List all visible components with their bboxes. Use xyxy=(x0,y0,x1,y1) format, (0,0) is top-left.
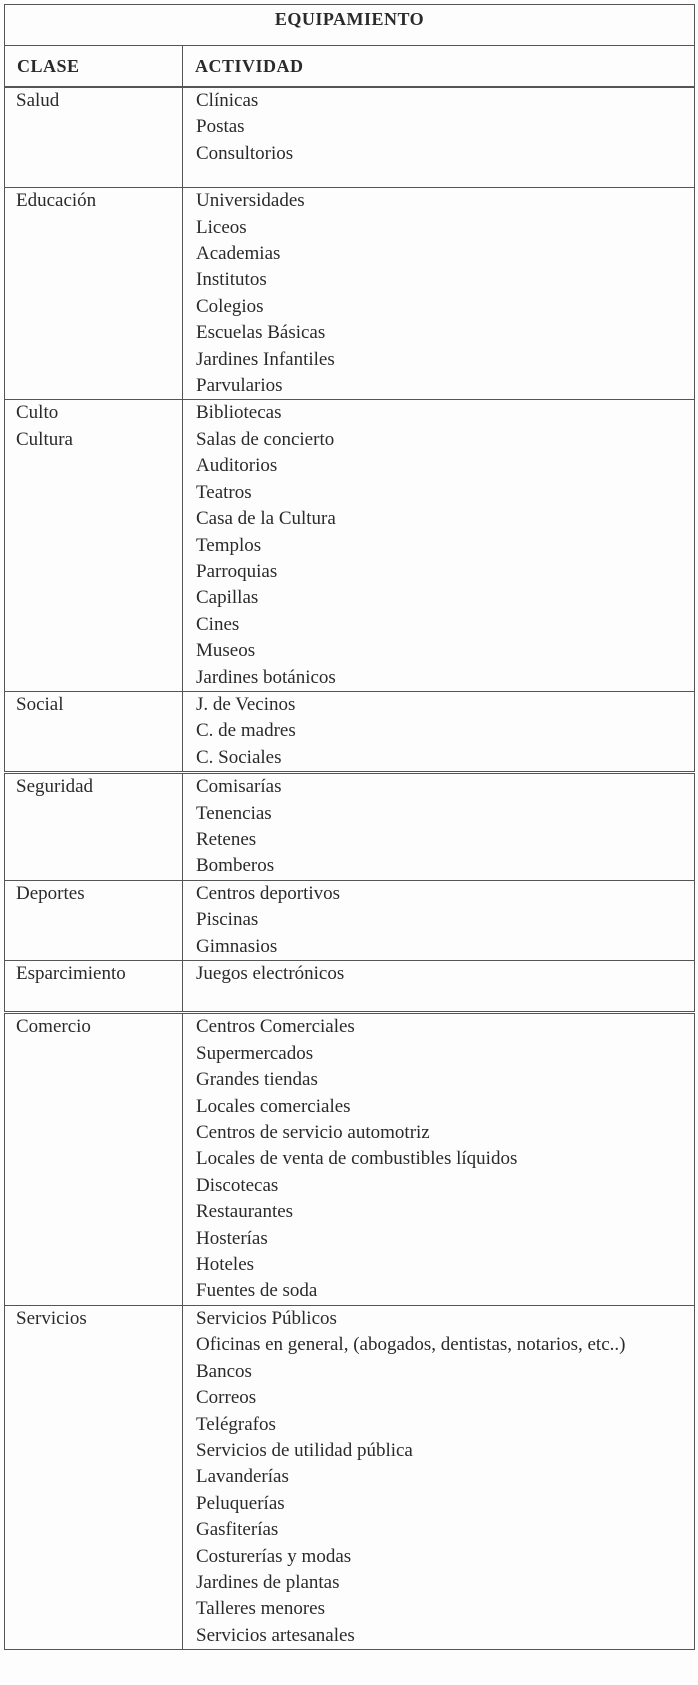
actividad-item: Museos xyxy=(196,640,256,662)
actividad-item: Cines xyxy=(196,613,240,635)
actividad-item: Juegos electrónicos xyxy=(196,963,345,984)
clase-label: Seguridad xyxy=(16,776,94,798)
clase-cell xyxy=(5,773,183,881)
actividad-item: Comisarías xyxy=(196,776,282,798)
actividad-item: Centros deportivos xyxy=(196,882,341,904)
table-row xyxy=(5,87,695,188)
table-row xyxy=(5,400,695,691)
actividad-item: Centros de servicio automotriz xyxy=(196,1122,430,1144)
actividad-item: Escuelas Básicas xyxy=(196,322,326,344)
header-clase: CLASE xyxy=(5,46,183,88)
actividad-item: Universidades xyxy=(196,190,305,212)
actividad-item: Servicios de utilidad pública xyxy=(196,1439,413,1461)
clase-cell xyxy=(5,880,183,960)
actividad-item: Institutos xyxy=(196,269,267,291)
actividad-item: Casa de la Cultura xyxy=(196,508,336,530)
clase-label: Social xyxy=(16,693,64,715)
actividad-item: Clínicas xyxy=(196,90,259,111)
actividad-item: Capillas xyxy=(196,587,259,609)
actividad-item: Bomberos xyxy=(196,855,275,877)
actividad-cell xyxy=(183,961,695,1013)
actividad-item: Talleres menores xyxy=(196,1598,325,1620)
clase-label: Educación xyxy=(16,190,97,212)
actividad-cell xyxy=(183,691,695,772)
clase-cell xyxy=(5,400,183,691)
actividad-item: C. Sociales xyxy=(196,746,282,768)
actividad-item: Gasfiterías xyxy=(196,1519,279,1541)
actividad-cell xyxy=(183,400,695,691)
actividad-item: Peluquerías xyxy=(196,1492,285,1514)
actividad-item: Colegios xyxy=(196,295,264,317)
actividad-item: Servicios Públicos xyxy=(196,1307,337,1329)
actividad-item: Locales de venta de combustibles líquidos xyxy=(196,1148,518,1170)
table-row xyxy=(5,691,695,772)
table-row xyxy=(5,773,695,881)
table-row xyxy=(5,188,695,400)
actividad-item: Parvularios xyxy=(196,375,283,397)
clase-cell xyxy=(5,1013,183,1305)
table-row xyxy=(5,880,695,960)
clase-cell xyxy=(5,87,183,188)
clase-label: Esparcimiento xyxy=(16,963,126,984)
clase-label: Deportes xyxy=(16,882,85,904)
actividad-cell xyxy=(183,188,695,400)
clase-label: Culto xyxy=(16,402,59,424)
actividad-item: Correos xyxy=(196,1387,257,1409)
clase-label: Comercio xyxy=(16,1016,91,1038)
actividad-item: Bancos xyxy=(196,1360,252,1382)
clase-cell xyxy=(5,1305,183,1649)
actividad-cell xyxy=(183,87,695,188)
table-body xyxy=(5,87,695,1650)
actividad-cell xyxy=(183,880,695,960)
actividad-item: Servicios artesanales xyxy=(196,1624,355,1646)
actividad-item: Costurerías y modas xyxy=(196,1545,352,1567)
actividad-item: J. de Vecinos xyxy=(196,693,296,715)
actividad-item: Teatros xyxy=(196,481,252,503)
actividad-item: Jardines botánicos xyxy=(196,666,336,688)
clase-cell xyxy=(5,188,183,400)
table-row xyxy=(5,961,695,1013)
actividad-item: Locales comerciales xyxy=(196,1095,351,1117)
actividad-item: Postas xyxy=(196,116,245,138)
table-title: EQUIPAMIENTO xyxy=(5,5,695,46)
actividad-item: Fuentes de soda xyxy=(196,1280,318,1302)
actividad-item: Academias xyxy=(196,243,281,265)
actividad-cell xyxy=(183,1013,695,1305)
actividad-item: Jardines Infantiles xyxy=(196,348,335,370)
clase-label: Servicios xyxy=(16,1307,87,1329)
actividad-cell xyxy=(183,1305,695,1649)
table-row xyxy=(5,1305,695,1649)
table-row xyxy=(5,1013,695,1305)
actividad-item: Auditorios xyxy=(196,455,278,477)
actividad-item: Hoteles xyxy=(196,1254,255,1276)
actividad-item: Jardines de plantas xyxy=(196,1571,340,1593)
clase-label: Cultura xyxy=(16,428,73,450)
actividad-item: Tenencias xyxy=(196,802,272,824)
clase-cell xyxy=(5,961,183,1013)
actividad-cell xyxy=(183,773,695,881)
actividad-item: Parroquias xyxy=(196,560,278,582)
actividad-item: Discotecas xyxy=(196,1174,279,1196)
actividad-item: Templos xyxy=(196,534,262,556)
actividad-item: Centros Comerciales xyxy=(196,1016,355,1038)
actividad-item: Supermercados xyxy=(196,1042,314,1064)
actividad-item: C. de madres xyxy=(196,720,296,742)
actividad-item: Piscinas xyxy=(196,909,259,931)
actividad-item: Lavanderías xyxy=(196,1466,289,1488)
actividad-item: Restaurantes xyxy=(196,1201,294,1223)
clase-label: Salud xyxy=(16,90,60,111)
actividad-item: Gimnasios xyxy=(196,935,278,957)
actividad-item: Retenes xyxy=(196,828,257,850)
equipamiento-table xyxy=(4,4,695,1650)
actividad-item: Liceos xyxy=(196,216,247,238)
actividad-item: Oficinas en general, (abogados, dentistas, notarios, etc..) xyxy=(196,1334,626,1356)
actividad-item: Consultorios xyxy=(196,142,294,164)
actividad-item: Salas de concierto xyxy=(196,428,335,450)
actividad-item: Grandes tiendas xyxy=(196,1069,318,1091)
header-actividad: ACTIVIDAD xyxy=(183,46,695,88)
actividad-item: Telégrafos xyxy=(196,1413,276,1435)
actividad-item: Bibliotecas xyxy=(196,402,282,424)
actividad-item: Hosterías xyxy=(196,1227,268,1249)
clase-cell xyxy=(5,691,183,772)
